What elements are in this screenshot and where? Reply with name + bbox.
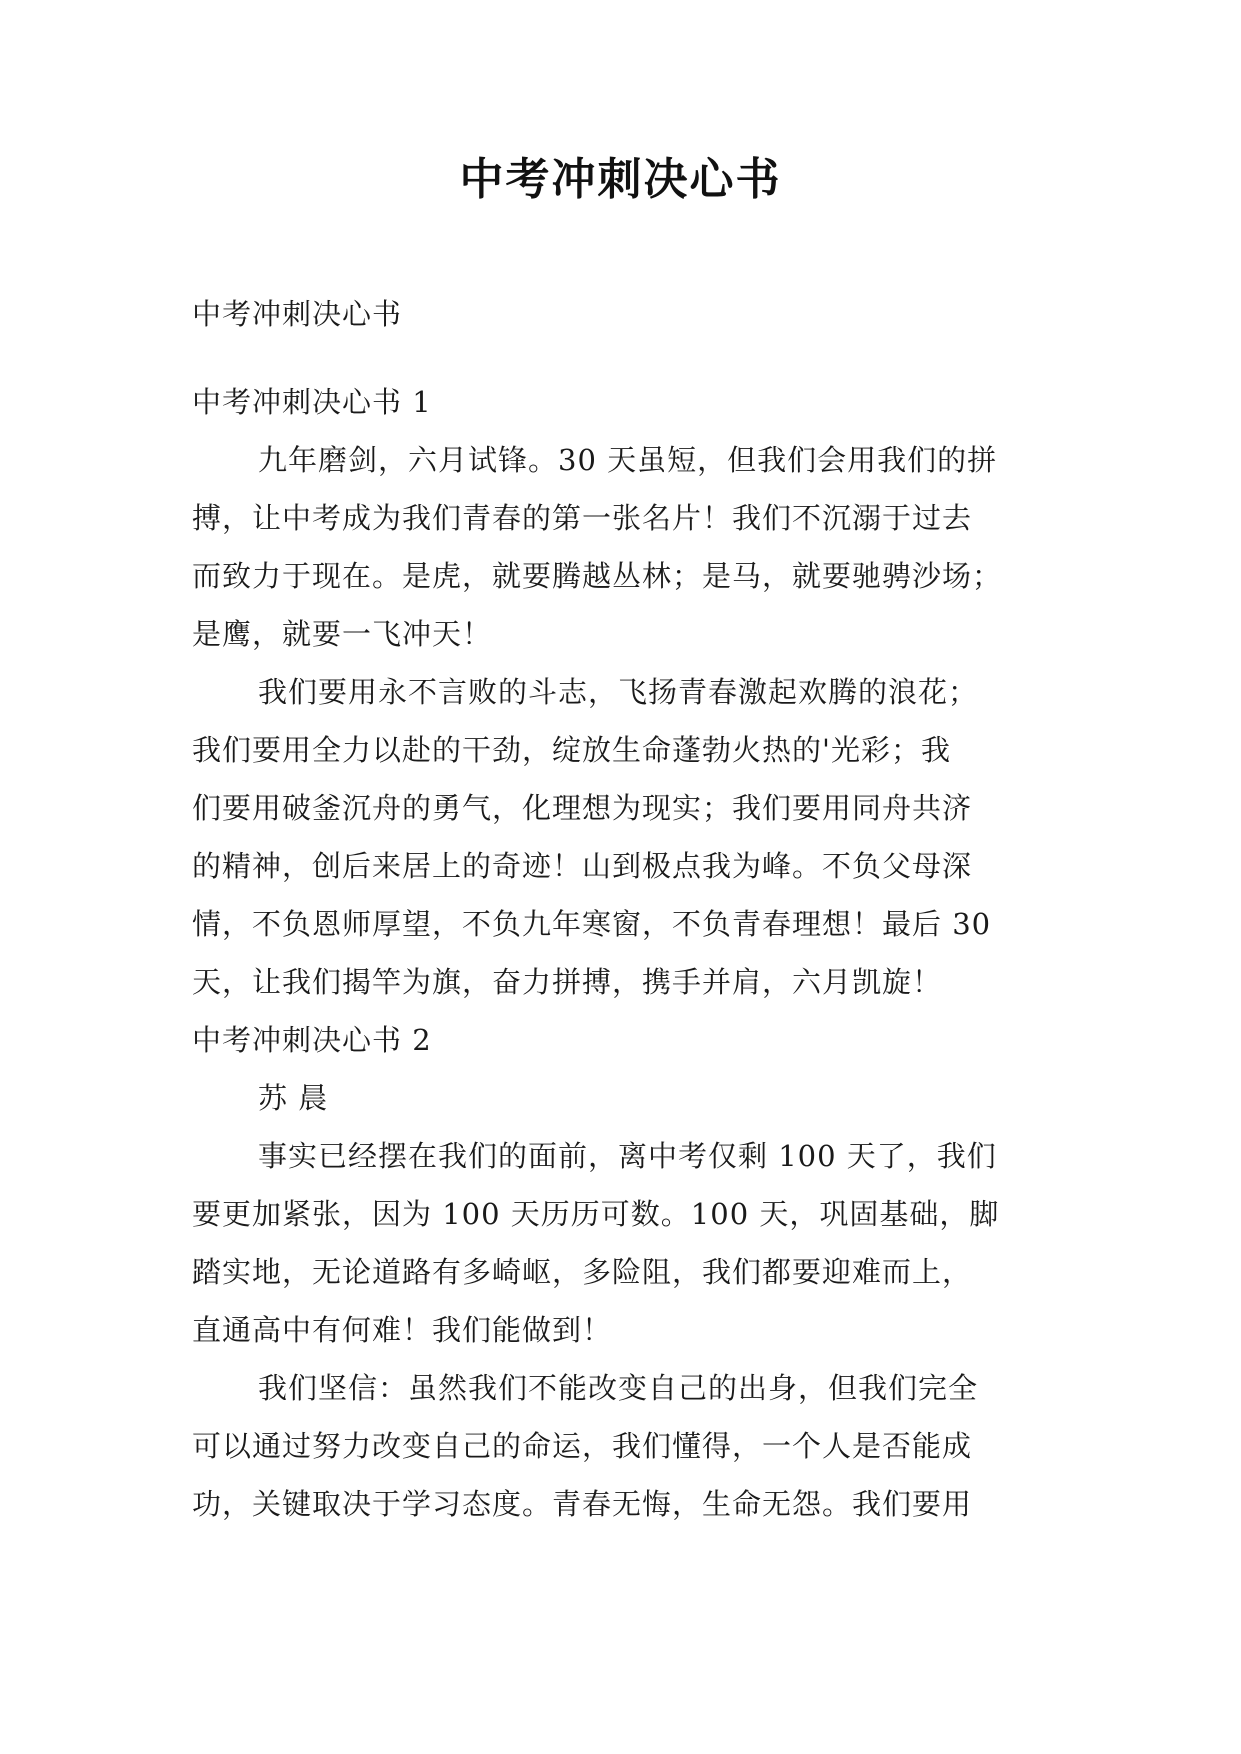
paragraph-line: 是鹰，就要一飞冲天！ xyxy=(192,617,493,651)
paragraph-line: 直通高中有何难！我们能做到！ xyxy=(192,1313,613,1347)
paragraph-line: 而致力于现在。是虎，就要腾越丛林；是马，就要驰骋沙场； xyxy=(192,559,1003,593)
paragraph-line: 我们坚信：虽然我们不能改变自己的出身，但我们完全 xyxy=(258,1371,979,1405)
paragraph-line: 可以通过努力改变自己的命运，我们懂得，一个人是否能成 xyxy=(192,1429,973,1463)
paragraph-line: 功，关键取决于学习态度。青春无悔，生命无怨。我们要用 xyxy=(192,1487,973,1521)
paragraph xyxy=(192,431,1052,663)
document-body xyxy=(192,285,1052,1533)
paragraph xyxy=(192,1127,1052,1359)
paragraph-line: 踏实地，无论道路有多崎岖，多险阻，我们都要迎难而上， xyxy=(192,1255,973,1289)
paragraph-line: 事实已经摆在我们的面前，离中考仅剩 100 天了，我们 xyxy=(258,1139,997,1173)
paragraph xyxy=(192,663,1052,1011)
section-heading: 中考冲刺决心书 2 xyxy=(192,1023,432,1057)
paragraph-line: 搏，让中考成为我们青春的第一张名片！我们不沉溺于过去 xyxy=(192,501,973,535)
paragraph-line: 的精神，创后来居上的奇迹！山到极点我为峰。不负父母深 xyxy=(192,849,973,883)
paragraph-line: 我们要用永不言败的斗志，飞扬青春激起欢腾的浪花； xyxy=(258,675,979,709)
section-heading: 中考冲刺决心书 1 xyxy=(192,385,432,419)
document-subtitle: 中考冲刺决心书 xyxy=(192,297,403,331)
document-title: 中考冲刺决心书 xyxy=(459,154,782,205)
paragraph xyxy=(192,1359,1052,1533)
paragraph-line: 们要用破釜沉舟的勇气，化理想为现实；我们要用同舟共济 xyxy=(192,791,973,825)
paragraph-line: 要更加紧张，因为 100 天历历可数。100 天，巩固基础，脚 xyxy=(192,1197,1000,1231)
paragraph-line: 天，让我们揭竿为旗，奋力拼搏，携手并肩，六月凯旋！ xyxy=(192,965,943,999)
paragraph-line: 我们要用全力以赴的干劲，绽放生命蓬勃火热的'光彩；我 xyxy=(192,733,951,767)
paragraph-line: 情，不负恩师厚望，不负九年寒窗，不负青春理想！最后 30 xyxy=(192,907,992,941)
paragraph-line: 九年磨剑，六月试锋。30 天虽短，但我们会用我们的拼 xyxy=(258,443,998,477)
section-author: 苏 晨 xyxy=(258,1081,329,1115)
